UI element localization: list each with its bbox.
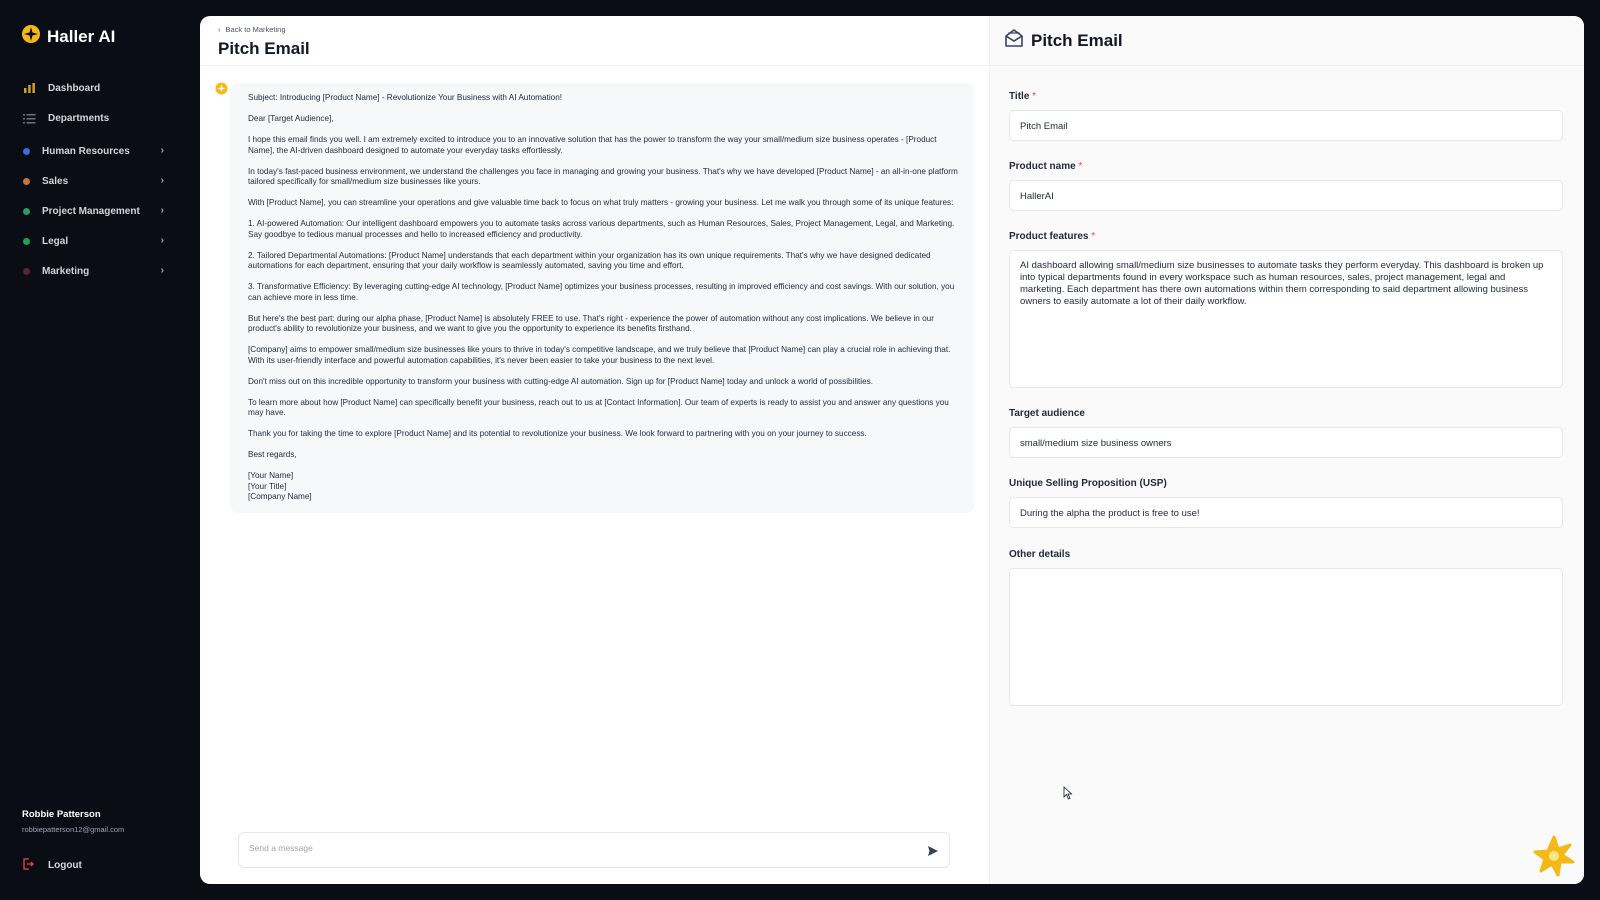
signature-line: [Your Name] [248, 471, 294, 480]
sidebar-item-departments[interactable] [0, 103, 200, 133]
message-paragraph: 1. AI-powered Automation: Our intelligent dashboard empowers you to automate tasks across various departments, such as Human Resources, Sales, Project Management, Legal, and Marketing. Say goodbye to tedious manual processes and hello to increased efficiency and productivity. [248, 219, 955, 239]
brand-name: Haller AI [47, 26, 116, 46]
brand[interactable] [21, 24, 115, 49]
message-paragraph: Best regards, [248, 450, 297, 459]
signature-line: [Company Name] [248, 492, 312, 501]
list-icon [22, 111, 36, 125]
usp-input[interactable]: During the alpha the product is free to use! [1009, 497, 1563, 528]
message-paragraph: Don't miss out on this incredible opportunity to transform your business with cutting-edge AI automation. Sign up for [Product Name] today and unlock a world of possibilities. [248, 376, 874, 386]
title-label: Title * [1009, 91, 1037, 102]
message-signature [248, 471, 958, 503]
dept-dot [23, 178, 30, 185]
sidebar-item-label: Dashboard [48, 82, 101, 94]
sidebar-item-label: Sales [42, 175, 69, 187]
form-panel [989, 16, 1584, 884]
dept-dot [23, 208, 30, 215]
sidebar-item-dashboard[interactable] [0, 73, 200, 103]
message-paragraph: [Company] aims to empower small/medium size businesses like yours to thrive in today's competitive landscape, and we truly believe that [Product Name] can play a crucial role in achieving that. With its user-friendly interface and powerful automation capabilities, it's never been easier to take your business to the next level. [248, 345, 951, 365]
user-profile [22, 809, 124, 834]
chevron-right-icon: › [160, 265, 164, 276]
envelope-open-icon [1004, 28, 1024, 53]
chevron-left-icon: ‹ [218, 25, 221, 34]
sidebar-item-label: Legal [42, 235, 69, 247]
product-features-textarea[interactable]: AI dashboard allowing small/medium size businesses to automate tasks they perform everyday. This dashboard is broken up into typical departments found in every workspace such as human resources, sales, project management, legal and marketing. Each department has there own automations within them corresponding to said department allowing business owners to easily automate a lot of their daily workflow. [1009, 250, 1563, 388]
main-panel [200, 16, 1584, 884]
chevron-right-icon: › [160, 175, 164, 186]
message-paragraph: In today's fast-paced business environment, we understand the challenges you face in managing and growing your business. That's why we have developed [Product Name] - an all-in-one platform tailored specifically for small/medium size businesses like yours. [248, 166, 958, 186]
logout-button[interactable] [22, 858, 82, 873]
other-details-label: Other details [1009, 549, 1071, 560]
user-email: robbiepatterson12@gmail.com [22, 825, 125, 834]
chevron-right-icon: › [160, 205, 164, 216]
chevron-right-icon: › [160, 235, 164, 246]
assistant-message [230, 83, 974, 513]
chat-area [200, 16, 989, 884]
message-paragraph: With [Product Name], you can streamline your operations and give valuable time back to focus on what truly matters - growing your business. Let me walk you through some of its unique features: [248, 198, 954, 207]
sidebar-item-project-management[interactable] [0, 196, 200, 226]
send-icon[interactable] [927, 844, 939, 862]
sidebar-item-label: Human Resources [42, 145, 130, 157]
message-input[interactable] [249, 843, 889, 853]
sidebar [0, 0, 200, 900]
target-audience-input[interactable]: small/medium size business owners [1009, 427, 1563, 458]
logout-label: Logout [48, 860, 82, 871]
sidebar-item-marketing[interactable] [0, 256, 200, 286]
haller-logo-icon [21, 24, 41, 49]
message-paragraph: Thank you for taking the time to explore [Product Name] and its potential to revolutionize your business. We look forward to partnering with you on your journey to success. [248, 429, 867, 438]
message-paragraph: Dear [Target Audience], [248, 114, 334, 123]
title-input[interactable]: Pitch Email [1009, 110, 1563, 141]
sidebar-item-human-resources[interactable] [0, 136, 200, 166]
chevron-right-icon: › [160, 145, 164, 156]
other-details-textarea[interactable] [1009, 568, 1563, 706]
sidebar-item-legal[interactable] [0, 226, 200, 256]
message-paragraph: Subject: Introducing [Product Name] - Revolutionize Your Business with AI Automation! [248, 93, 563, 102]
assistant-avatar-icon [215, 82, 228, 100]
chat-header [200, 16, 989, 66]
assistant-launcher-icon[interactable] [1532, 834, 1576, 883]
message-paragraph: But here's the best part: during our alpha phase, [Product Name] is absolutely FREE to use. That's right - experience the power of automation without any cost implications. We believe in our product's ability to revolutionize your business, and we want to give you the opportunity to experience its benefits firsthand. [248, 313, 934, 333]
message-composer [238, 832, 950, 868]
usp-label: Unique Selling Proposition (USP) [1009, 478, 1167, 489]
form-header [990, 16, 1584, 66]
back-label: Back to Marketing [225, 25, 286, 34]
product-name-label: Product name * [1009, 161, 1083, 172]
target-audience-label: Target audience [1009, 408, 1085, 419]
sidebar-item-sales[interactable] [0, 166, 200, 196]
sidebar-item-label: Marketing [42, 265, 90, 277]
message-paragraph: 2. Tailored Departmental Automations: [Product Name] understands that each department within your organization has its own unique requirements. That's why we have designed dedicated automations for each department, ensuring that your daily workflow is seamlessly automated, saving you time and effort. [248, 250, 931, 270]
sidebar-item-label: Departments [48, 112, 110, 124]
user-name: Robbie Patterson [22, 809, 101, 820]
message-paragraph: 3. Transformative Efficiency: By leveraging cutting-edge AI technology, [Product Name] optimizes your business processes, resulting in improved efficiency and cost savings. With our solution, you can achieve more in less time. [248, 282, 955, 302]
form-title: Pitch Email [1031, 30, 1123, 50]
dept-dot [23, 238, 30, 245]
product-features-label: Product features * [1009, 231, 1096, 242]
page-title: Pitch Email [218, 39, 310, 58]
mouse-cursor-icon [1063, 786, 1073, 805]
sidebar-nav [0, 73, 200, 286]
signature-line: [Your Title] [248, 481, 287, 491]
dept-dot [23, 268, 30, 275]
dept-dot [23, 148, 30, 155]
sidebar-item-label: Project Management [42, 205, 140, 217]
bar-chart-icon [22, 81, 36, 95]
logout-icon [22, 858, 34, 873]
product-name-input[interactable]: HallerAI [1009, 180, 1563, 211]
message-paragraph: I hope this email finds you well. I am extremely excited to introduce you to an innovative solution that has the power to transform the way your small/medium size business operates - [Product Name], the AI-driven dashboard designed to automate your everyday tasks effortlessly. [248, 135, 937, 155]
back-link[interactable] [218, 25, 989, 34]
message-paragraph: To learn more about how [Product Name] can specifically benefit your business, reach out to us at [Contact Information]. Our team of experts is ready to assist you and answer any questions you may have. [248, 397, 949, 417]
